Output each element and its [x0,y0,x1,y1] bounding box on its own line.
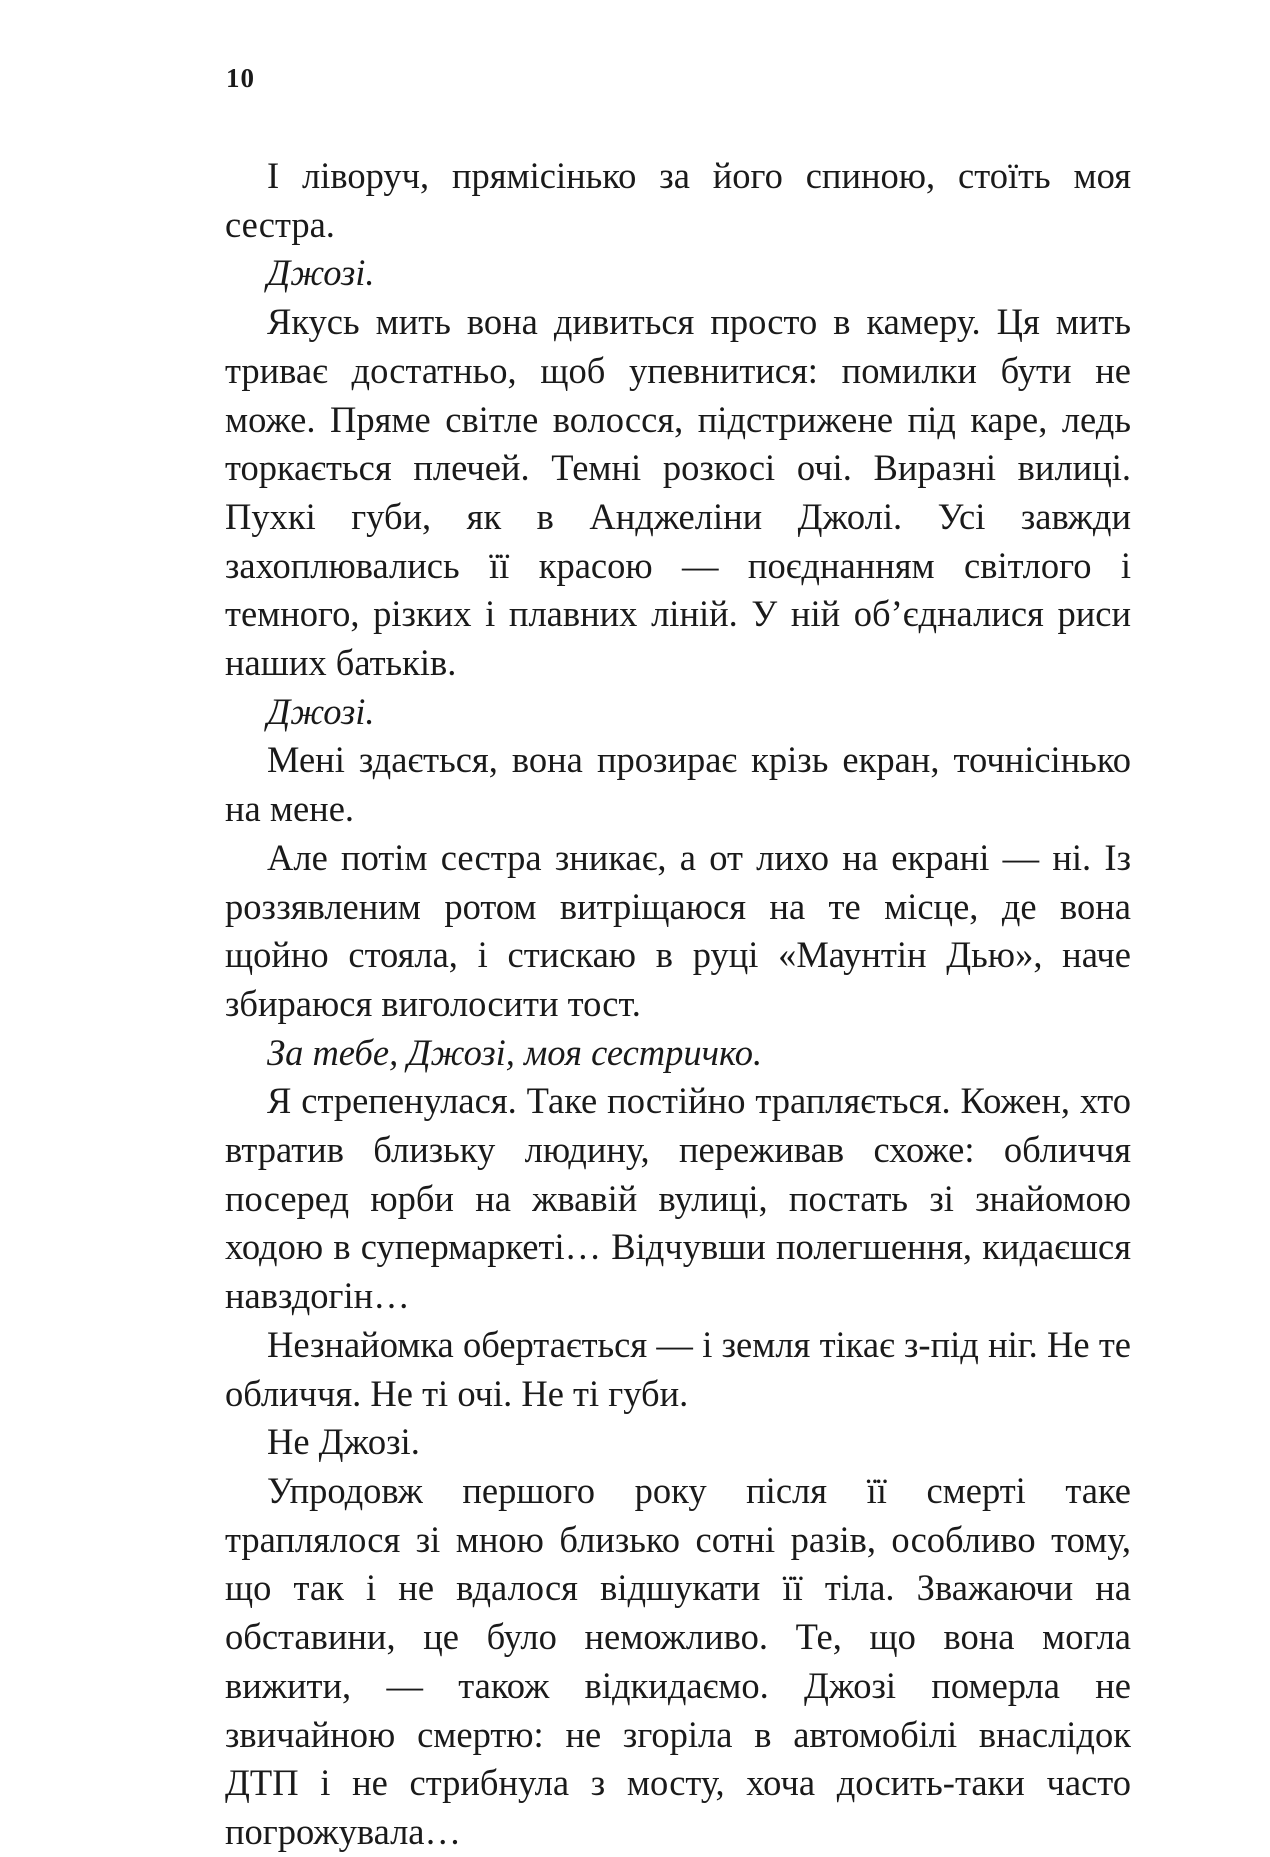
paragraph-italic: За тебе, Джозі, моя сестричко. [267,1031,763,1073]
paragraph: Якусь мить вона дивиться просто в камеру. Ця мить триває достатньо, щоб упевнитися: помилки бути не може. Пряме світле волосся, підстрижене під каре, ледь торкається плечей. Темні розкосі очі. Виразні вилиці. Пухкі губи, як в Анджеліни Джолі. Усі завжди захоплювались її красою — поєднанням світлого і темного, різких і плавних ліній. У ній об’єдналися риси наших батьків. [225,301,1131,684]
page-number: 10 [226,63,255,93]
paragraph-italic: Джозі. [267,690,375,732]
paragraph: Не Джозі. [267,1421,420,1463]
body-text [225,152,1131,1857]
paragraph: Незнайомка обертається — і земля тікає з-під ніг. Не те обличчя. Не ті очі. Не ті губи. [225,1323,1131,1414]
paragraph: Я стрепенулася. Таке постійно трапляється. Кожен, хто втратив близьку людину, переживав схоже: обличчя посеред юрби на жвавій вулиці, постать зі знайомою ходою в супермаркеті… Відчувши полегшення, кидаєшся навздогін… [225,1080,1131,1317]
paragraph: Упродовж першого року після її смерті таке траплялося зі мною близько сотні разів, особливо тому, що так і не вдалося відшукати її тіла. Зважаючи на обставини, це було неможливо. Те, що вона могла вижити, — також відкидаємо. Джозі померла не звичайною смертю: не згоріла в автомобілі внаслідок ДТП і не стрибнула з мосту, хоча досить-таки часто погрожувала… [225,1469,1131,1852]
paragraph: І ліворуч, прямісінько за його спиною, стоїть моя сестра. [225,155,1131,245]
paragraph-italic: Джозі. [267,252,375,294]
paragraph: Мені здається, вона прозирає крізь екран, точнісінько на мене. [225,739,1131,830]
paragraph: Але потім сестра зникає, а от лихо на екрані — ні. Із роззявленим ротом витріщаюся на те місце, де вона щойно стояла, і стискаю в руці «Маунтін Дью», наче збираюся виголосити тост. [225,836,1131,1024]
